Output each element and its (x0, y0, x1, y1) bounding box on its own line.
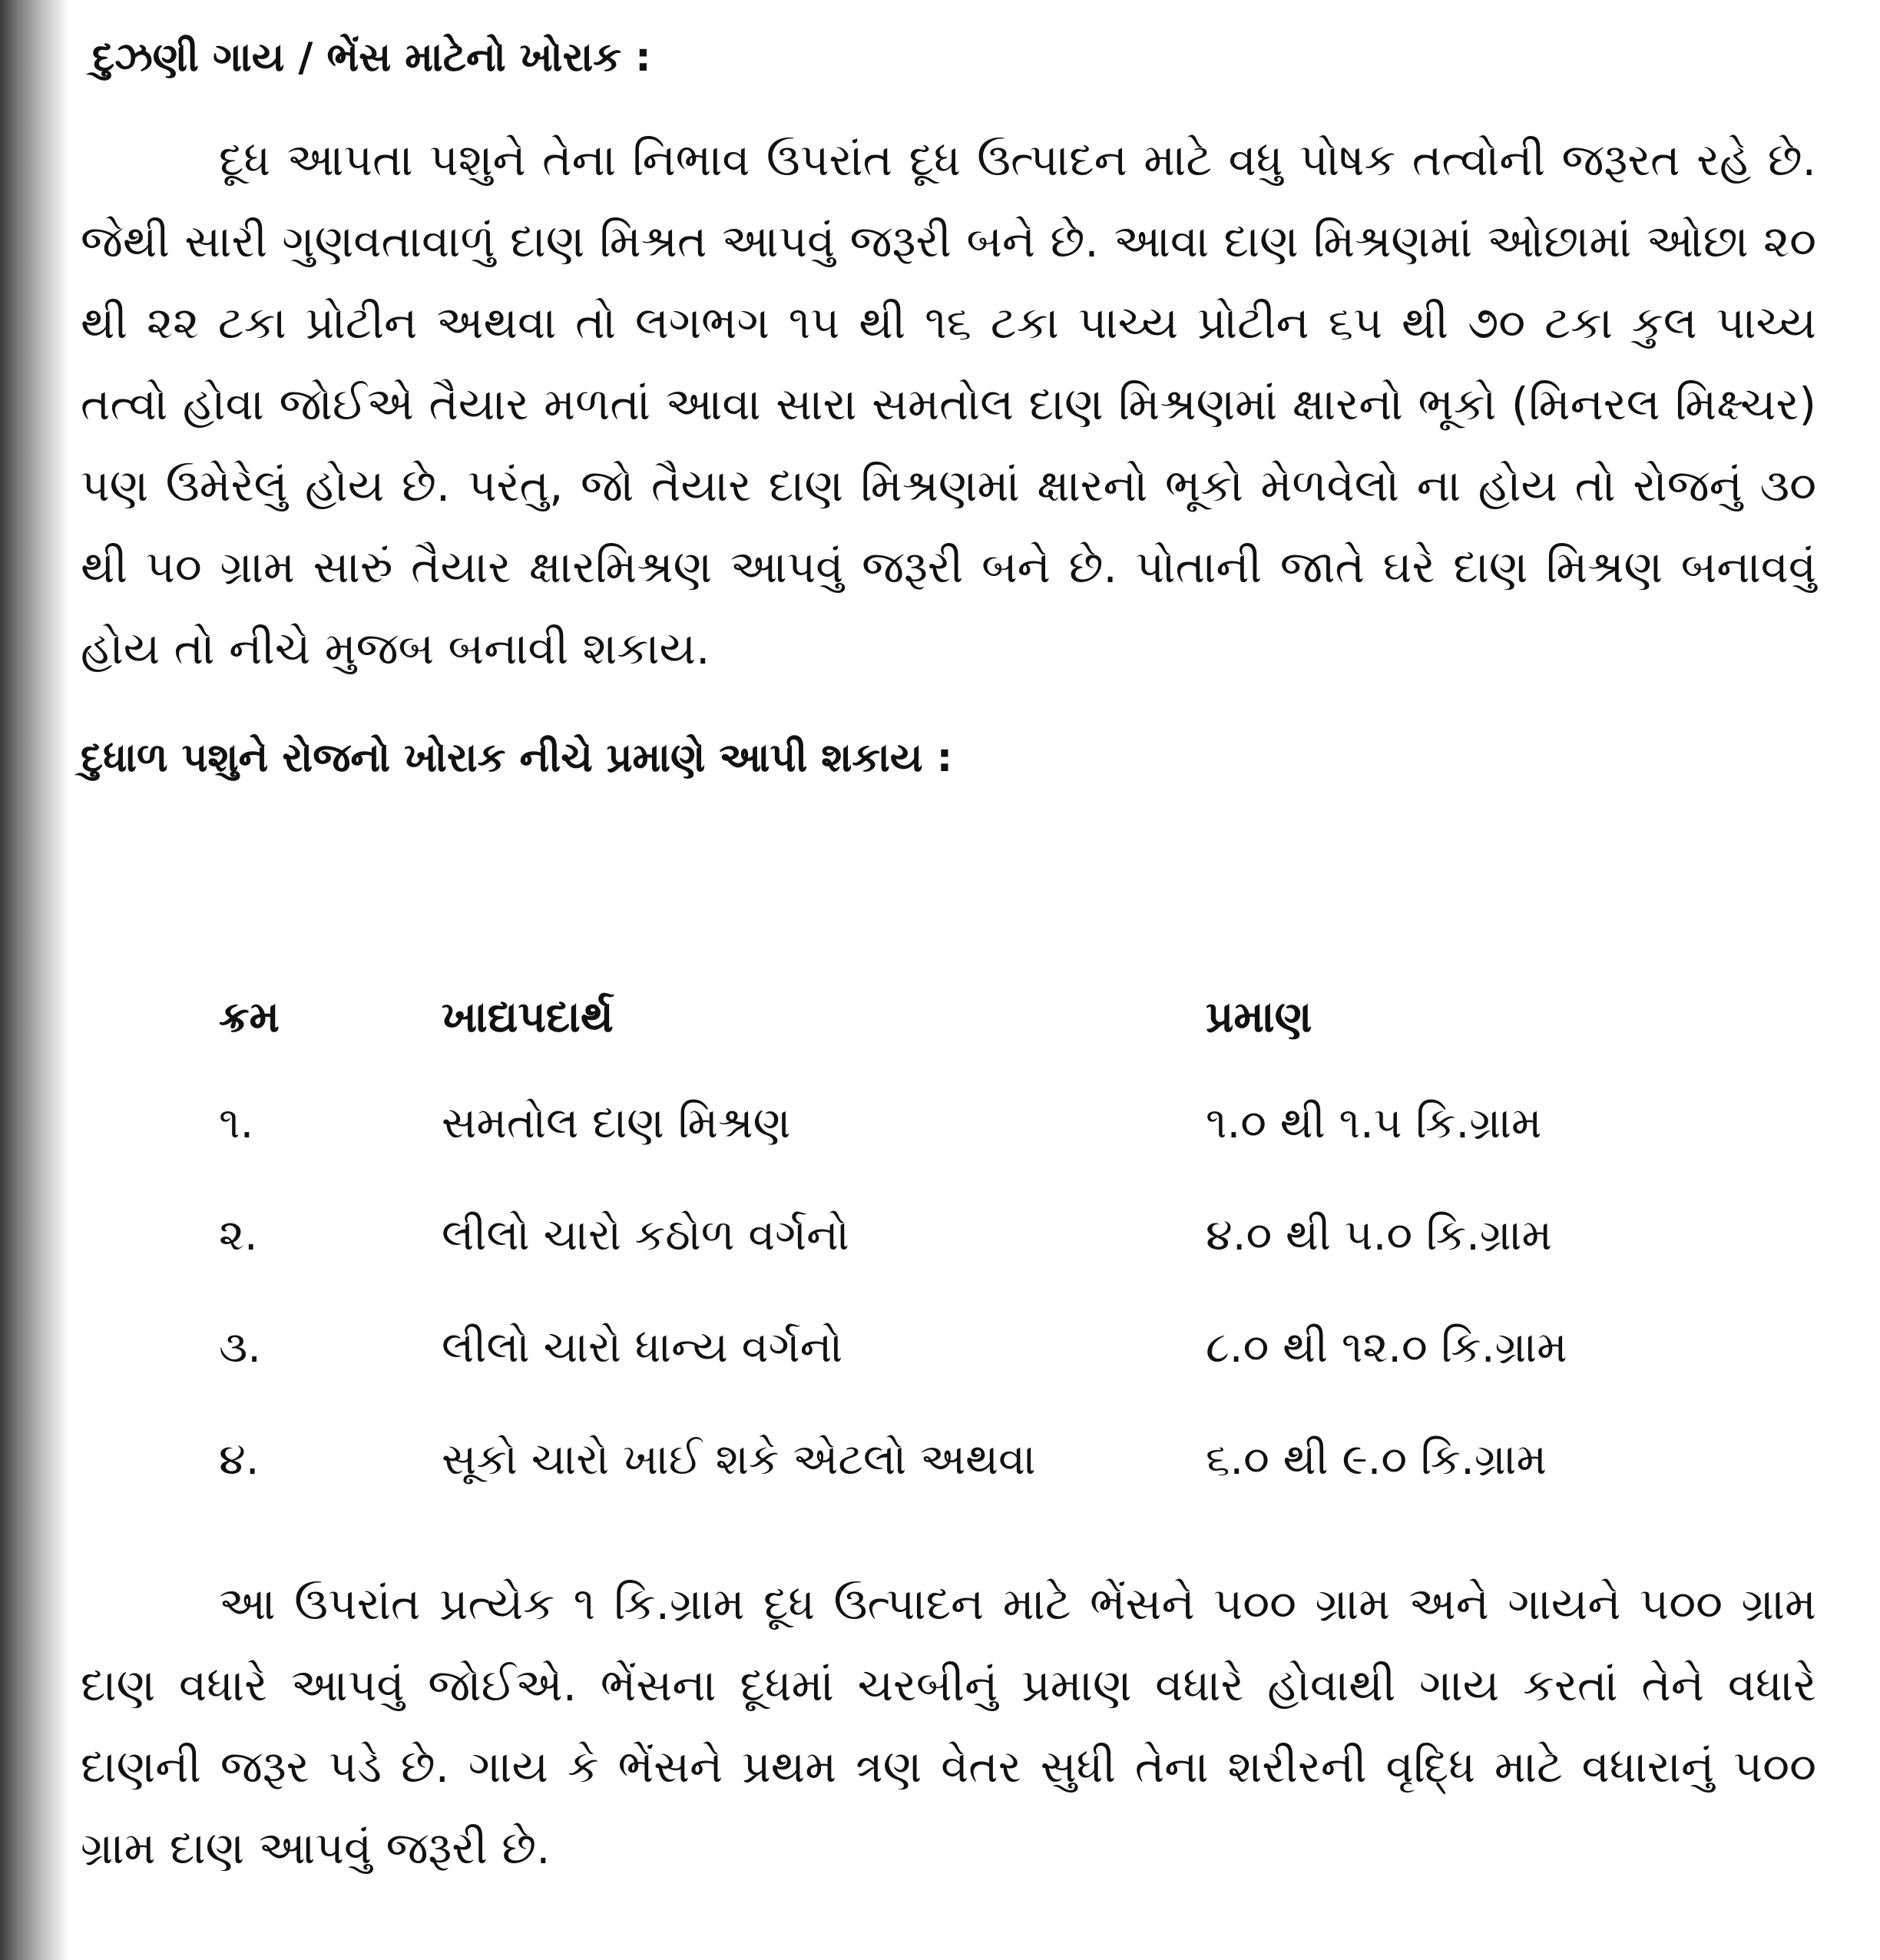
row-quantity: ૪.૦ થી ૫.૦ કિ.ગ્રામ (1206, 1210, 1553, 1260)
paragraph-nutrition-intro: દૂધ આપતા પશુને તેના નિભાવ ઉપરાંત દૂધ ઉત્પાદન માટે વધુ પોષક તત્વોની જરૂરત રહે છે. જેથી સારી ગુણવતાવાળું દાણ મિશ્રત આપવું જરૂરી બને છે. આવા દાણ મિશ્રણમાં ઓછામાં ઓછા ૨૦ થી ૨૨ ટકા પ્રોટીન અથવા તો લગભગ ૧૫ થી ૧૬ ટકા પાચ્ય પ્રોટીન ૬૫ થી ૭૦ ટકા કુલ પાચ્ય તત્વો હોવા જોઈએ તૈયાર મળતાં આવા સારા સમતોલ દાણ મિશ્રણમાં ક્ષારનો ભૂકો (મિનરલ મિક્ષ્ચર) પણ ઉમેરેલું હોય છે. પરંતુ, જો તૈયાર દાણ મિશ્રણમાં ક્ષારનો ભૂકો મેળવેલો ના હોય તો રોજનું ૩૦ થી ૫૦ ગ્રામ સારું તૈયાર ક્ષારમિશ્રણ આપવું જરૂરી બને છે. પોતાની જાતે ઘરે દાણ મિશ્રણ બનાવવું હોય તો નીચે મુજબ બનાવી શકાય. (81, 134, 1816, 674)
document-page (81, 31, 1816, 785)
header-serial: ક્રમ (219, 992, 280, 1042)
table-header-row (134, 987, 1670, 1093)
row-serial: ૨. (219, 1210, 258, 1260)
table-row (134, 1317, 1670, 1429)
table-row (134, 1429, 1670, 1541)
table-row (134, 1205, 1670, 1317)
header-quantity: પ્રમાણ (1206, 992, 1312, 1042)
section-heading-daily-feed: દુધાળ પશુને રોજનો ખોરાક નીચે પ્રમાણે આપી શકાય : (81, 735, 953, 781)
row-feed-item: લીલો ચારો કઠોળ વર્ગનો (442, 1210, 849, 1260)
row-feed-item: સમતોલ દાણ મિશ્રણ (442, 1098, 791, 1148)
header-feed-item: ખાદ્યપદાર્થ (442, 992, 614, 1042)
row-feed-item: લીલો ચારો ધાન્ય વર્ગનો (442, 1323, 843, 1372)
row-quantity: ૮.૦ થી ૧૨.૦ કિ.ગ્રામ (1206, 1323, 1567, 1372)
row-serial: ૩. (219, 1323, 262, 1372)
table-row (134, 1093, 1670, 1205)
row-quantity: ૧.૦ થી ૧.૫ કિ.ગ્રામ (1206, 1098, 1542, 1148)
scan-edge-shadow (0, 0, 69, 1960)
row-feed-item: સૂકો ચારો ખાઈ શકે એટલો અથવા (442, 1435, 1036, 1485)
feed-table (134, 987, 1670, 1541)
paragraph-extra-feed: આ ઉપરાંત પ્રત્યેક ૧ કિ.ગ્રામ દૂધ ઉત્પાદન માટે ભેંસને ૫૦૦ ગ્રામ અને ગાયને ૫૦૦ ગ્રામ દાણ વધારે આપવું જોઈએ. ભેંસના દૂધમાં ચરબીનું પ્રમાણ વધારે હોવાથી ગાય કરતાં તેને વધારે દાણની જરૂર પડે છે. ગાય કે ભેંસને પ્રથમ ત્રણ વેતર સુધી તેના શરીરની વૃદ્ધિ માટે વધારાનું ૫૦૦ ગ્રામ દાણ આપવું જરૂરી છે. (81, 1578, 1816, 1874)
row-serial: ૧. (219, 1098, 254, 1148)
row-serial: ૪. (219, 1435, 260, 1485)
section-heading-milch-feed: દુઝણી ગાય / ભેંસ માટેનો ખોરાક : (92, 35, 651, 81)
row-quantity: ૬.૦ થી ૯.૦ કિ.ગ્રામ (1206, 1435, 1547, 1485)
